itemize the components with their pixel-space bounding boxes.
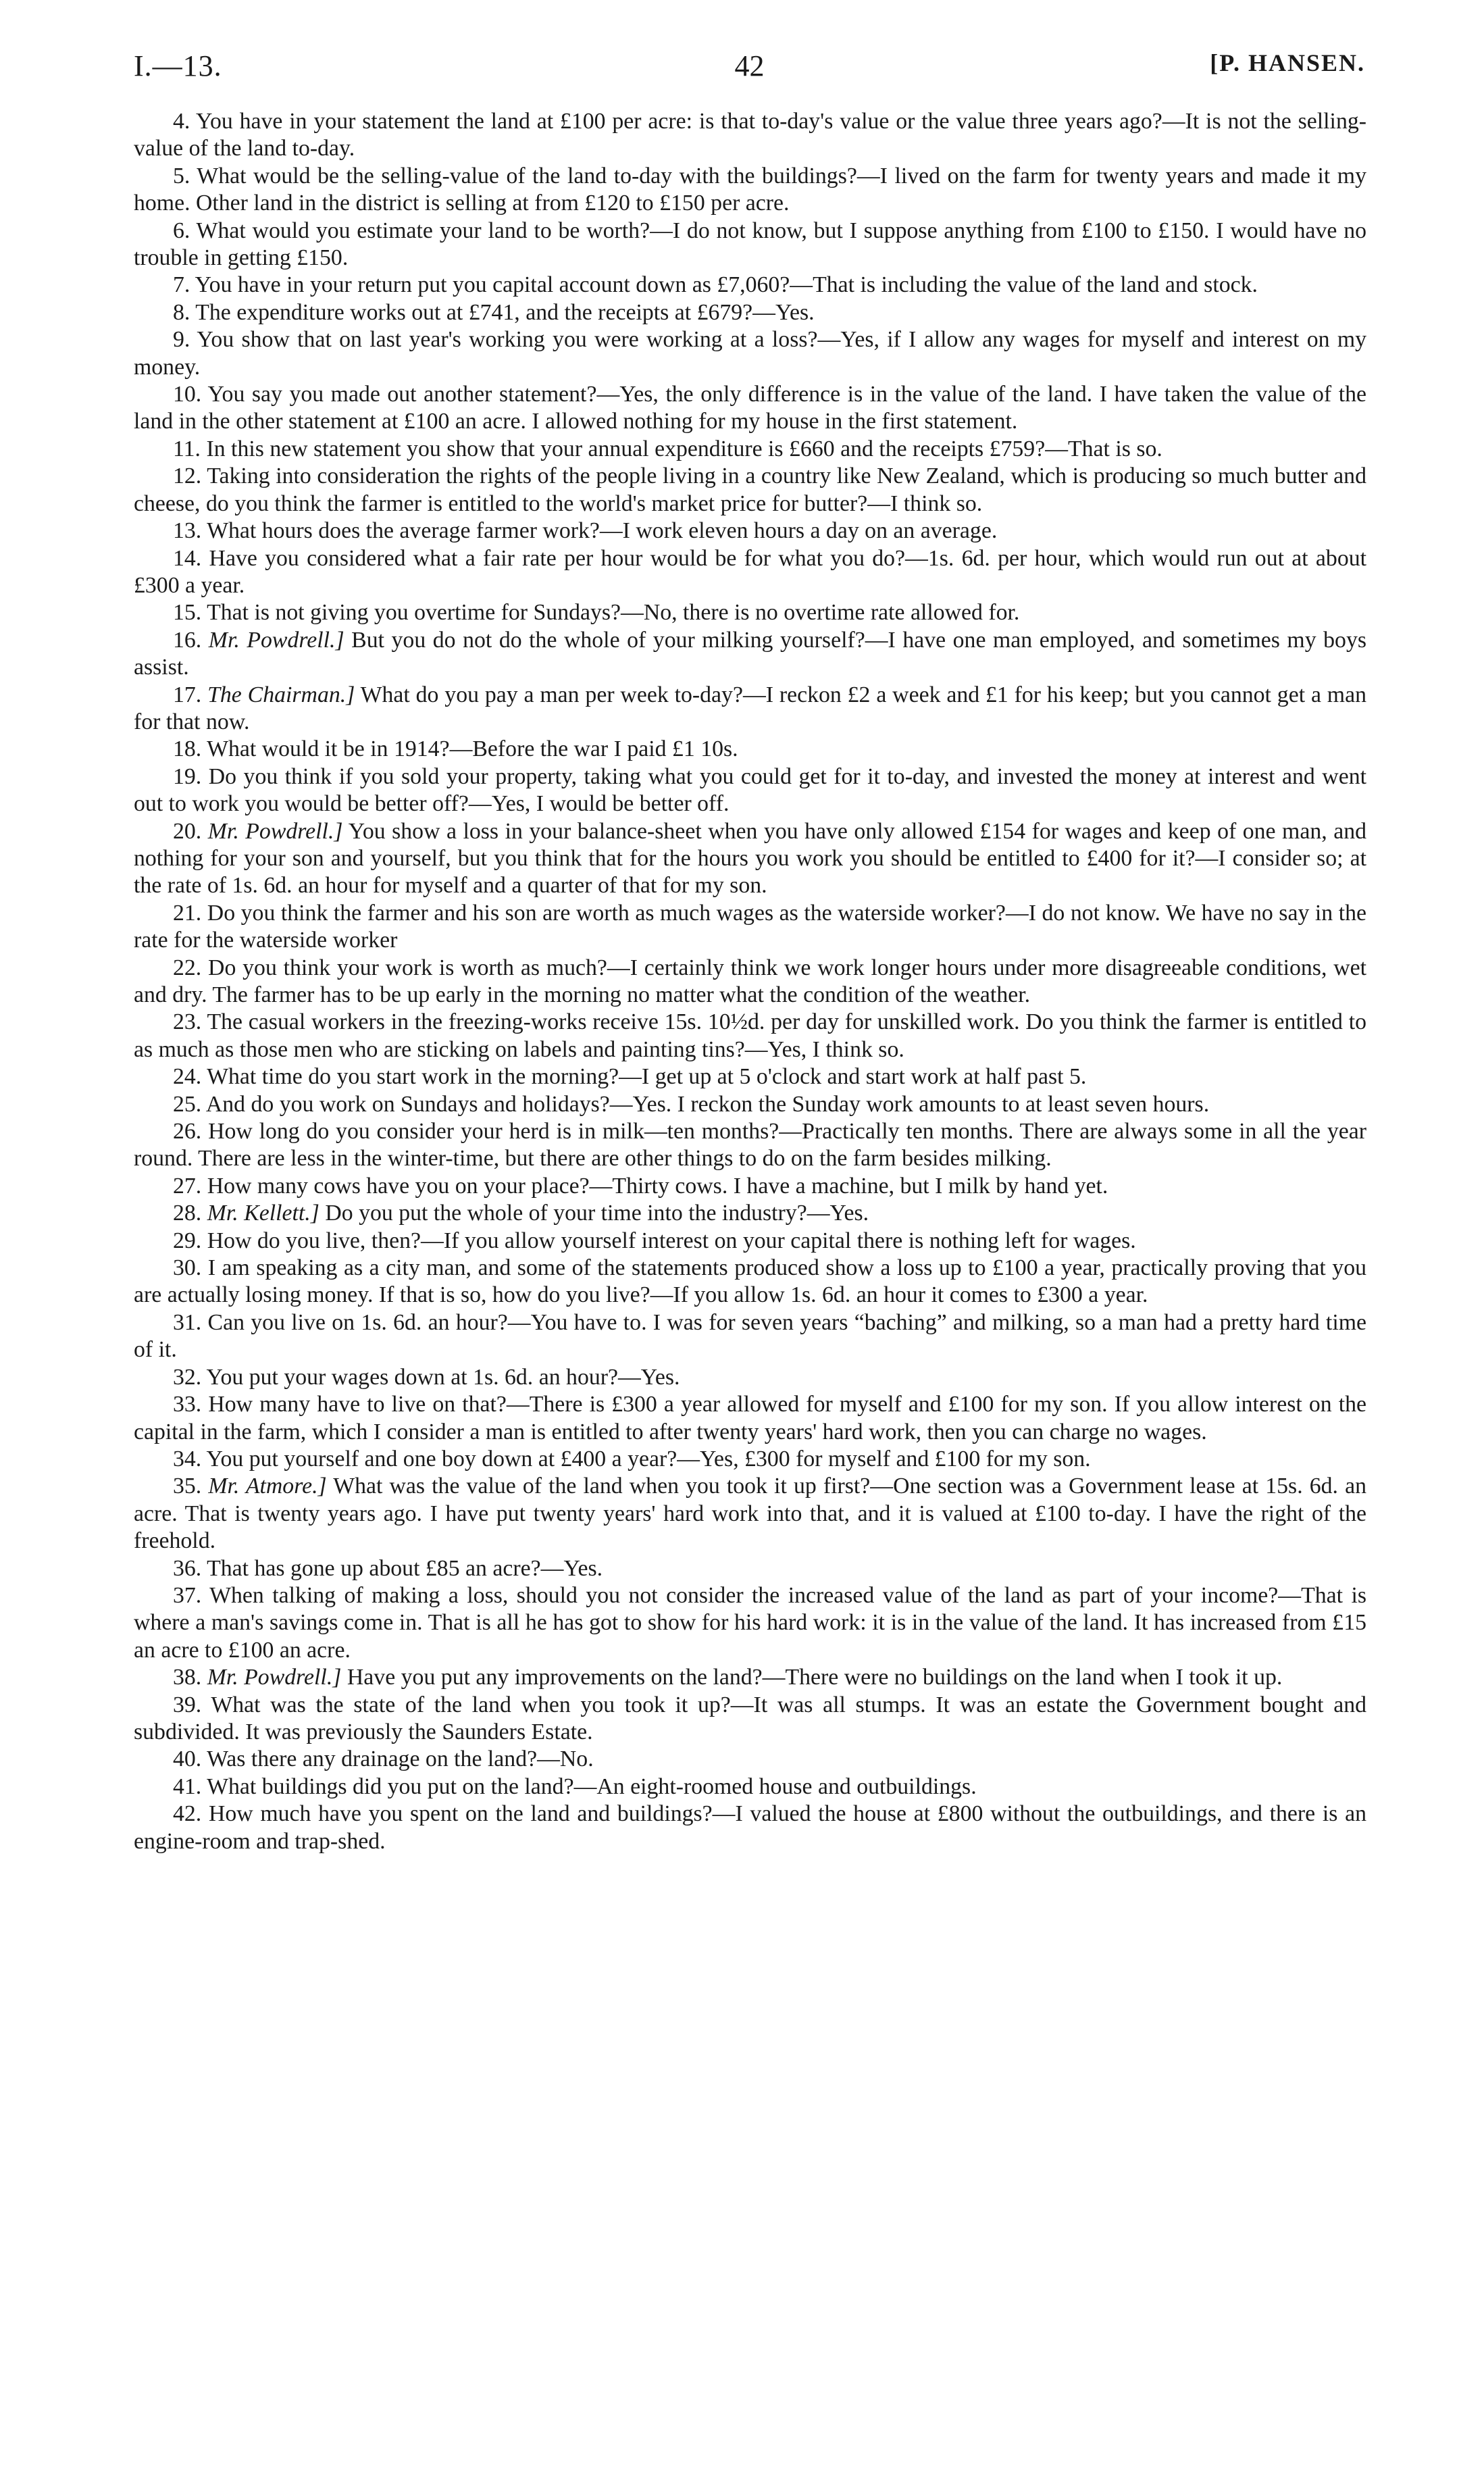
question-number: 39. [173,1692,202,1717]
question-text: Do you think the farmer and his son are worth as much wages as the waterside worker?—I do not know. We have no say in the rate for the waterside worker [134,900,1366,953]
question-number: 23. [173,1009,202,1035]
question-text: Do you put the whole of your time into the industry?—Yes. [325,1201,869,1226]
question-number: 16. [173,627,202,653]
question-paragraph [134,1801,1366,1855]
question-paragraph [134,1555,1366,1582]
question-paragraph [134,1009,1366,1063]
question-text: Can you live on 1s. 6d. an hour?—You have to. I was for seven years “baching” and milking, so a man had a pretty hard time of it. [134,1309,1366,1363]
question-number: 31. [173,1309,202,1335]
question-number: 36. [173,1555,202,1581]
question-text: What hours does the average farmer work?—I work eleven hours a day on an average. [207,518,998,544]
question-number: 5. [173,163,190,188]
question-number: 33. [173,1392,202,1417]
question-number: 32. [173,1364,202,1390]
question-paragraph [134,1692,1366,1746]
question-paragraph [134,1364,1366,1391]
question-text: What would it be in 1914?—Before the war I paid £1 10s. [207,736,738,762]
question-number: 19. [173,763,202,789]
question-number: 24. [173,1064,202,1090]
question-paragraph [134,1228,1366,1255]
question-paragraph [134,1200,1366,1227]
question-text: You have in your statement the land at £100 per acre: is that to-day's value or the value three years ago?—It is not the selling-value of the land to-day. [134,109,1366,161]
question-text: What was the state of the land when you took it up?—It was all stumps. It was an estate the Government bought and subdivided. It was previously the Saunders Estate. [134,1692,1367,1744]
question-number: 40. [173,1746,202,1772]
question-paragraph [134,1473,1366,1555]
question-number: 15. [173,600,202,626]
question-number: 6. [173,218,190,243]
question-paragraph [134,108,1366,163]
question-text: Was there any drainage on the land?—No. [207,1746,594,1772]
question-paragraph [134,1664,1366,1691]
question-number: 10. [173,382,202,407]
questions-answers [134,108,1366,1855]
question-number: 14. [173,545,202,571]
speaker-name: Mr. Powdrell.] [208,627,344,653]
question-text: Do you think your work is worth as much?—I certainly think we work longer hours under more disagreeable conditions, wet and dry. The farmer has to be up early in the morning no matter what the condition of the weather. [134,955,1366,1007]
question-number: 42. [173,1801,202,1827]
question-number: 38. [173,1665,202,1690]
question-text: How much have you spent on the land and buildings?—I valued the house at £800 without the outbuildings, and there is an engine-room and trap-shed. [134,1801,1366,1854]
question-number: 20. [173,818,202,844]
question-paragraph [134,299,1366,326]
page-number: 42 [734,49,765,82]
question-paragraph [134,436,1366,463]
question-number: 22. [173,955,202,980]
question-number: 29. [173,1228,202,1253]
speaker-name: Mr. Powdrell.] [207,818,343,844]
question-text: You show that on last year's working you were working at a loss?—Yes, if I allow any wages for myself and interest on my money. [134,327,1366,380]
question-number: 21. [173,900,202,926]
question-paragraph [134,326,1366,381]
question-text: How do you live, then?—If you allow yourself interest on your capital there is nothing left for wages. [207,1228,1136,1253]
question-text: What time do you start work in the morning?—I get up at 5 o'clock and start work at half past 5. [207,1064,1087,1090]
speaker-name: Mr. Atmore.] [208,1474,327,1499]
question-paragraph [134,1173,1366,1200]
question-text: Have you considered what a fair rate per hour would be for what you do?—1s. 6d. per hour, which would run out at about £300 a year. [134,545,1367,598]
question-text: How many cows have you on your place?—Thirty cows. I have a machine, but I milk by hand yet. [207,1173,1108,1199]
question-paragraph [134,955,1366,1009]
question-paragraph [134,1582,1366,1664]
question-number: 8. [173,299,190,325]
question-text: But you do not do the whole of your milking yourself?—I have one man employed, and sometimes my boys assist. [134,627,1366,680]
question-paragraph [134,1391,1366,1446]
question-text: Have you put any improvements on the land?—There were no buildings on the land when I took it up. [347,1665,1283,1690]
question-paragraph [134,1773,1366,1801]
question-paragraph [134,518,1366,545]
question-number: 37. [173,1582,202,1608]
question-text: What do you pay a man per week to-day?—I reckon £2 a week and £1 for his keep; but you cannot get a man for that now. [134,682,1366,734]
question-number: 7. [173,272,190,298]
question-text: What was the value of the land when you took it up first?—One section was a Government lease at 15s. 6d. an acre. That is twenty years ago. I have put twenty years' hard work into that, and it is valued at £100 to-day. I have the right of the freehold. [134,1474,1367,1554]
question-paragraph [134,599,1366,626]
question-text: How many have to live on that?—There is £300 a year allowed for myself and £100 for my son. If you allow interest on the capital in the farm, which I consider a man is entitled to after twenty years' hard work, then you can charge no wages. [134,1392,1366,1444]
question-paragraph [134,218,1366,272]
question-number: 11. [173,436,201,461]
witness-name: [P. HANSEN. [1210,49,1365,76]
question-text: The expenditure works out at £741, and the receipts at £679?—Yes. [195,299,815,325]
question-paragraph [134,763,1366,818]
speaker-name: Mr. Powdrell.] [207,1665,342,1690]
question-text: How long do you consider your herd is in milk—ten months?—Practically ten months. There are always some in all the year round. There are less in the winter-time, but there are other things to do on the farm besides milking. [134,1119,1366,1172]
question-paragraph [134,1118,1366,1173]
question-number: 34. [173,1446,202,1471]
question-text: You put yourself and one boy down at £400 a year?—Yes, £300 for myself and £100 for my son. [206,1446,1091,1471]
question-number: 27. [173,1173,202,1199]
question-number: 28. [173,1201,202,1226]
question-number: 18. [173,736,202,762]
question-paragraph [134,900,1366,955]
question-number: 13. [173,518,202,544]
question-paragraph [134,1091,1366,1118]
paper-reference: I.—13. [134,49,222,82]
question-number: 26. [173,1119,202,1144]
question-text: You put your wages down at 1s. 6d. an hour?—Yes. [206,1364,680,1390]
question-text: You have in your return put you capital account down as £7,060?—That is including the value of the land and stock. [195,272,1258,298]
question-number: 12. [173,463,202,489]
question-text: Do you think if you sold your property, taking what you could get for it to-day, and invested the money at interest and went out to work you would be better off?—Yes, I would be better off. [134,763,1366,817]
question-text: Taking into consideration the rights of the people living in a country like New Zealand, which is producing so much butter and cheese, do you think the farmer is entitled to the world's market price for butter?—I think so. [134,463,1366,516]
question-paragraph [134,627,1366,682]
question-text: What would you estimate your land to be worth?—I do not know, but I suppose anything from £100 to £150. I would have no trouble in getting £150. [134,218,1366,271]
speaker-name: Mr. Kellett.] [207,1201,319,1226]
question-number: 35. [173,1474,202,1499]
question-text: That is not giving you overtime for Sundays?—No, there is no overtime rate allowed for. [207,600,1020,626]
question-text: You show a loss in your balance-sheet when you have only allowed £154 for wages and keep of one man, and nothing for your son and yourself, but you think that for the hours you work you should be entitled to £400 for it?—I consider so; at the rate of 1s. 6d. an hour for myself and a quarter of that for my son. [134,818,1366,899]
question-text: What buildings did you put on the land?—An eight-roomed house and outbuildings. [207,1773,977,1799]
question-paragraph [134,818,1366,900]
question-number: 25. [173,1091,202,1117]
question-number: 30. [173,1255,202,1281]
question-number: 9. [173,327,190,353]
question-text: What would be the selling-value of the land to-day with the buildings?—I lived on the farm for twenty years and made it my home. Other land in the district is selling at from £120 to £150 per acre. [134,163,1366,216]
page-header [134,49,1365,89]
question-paragraph [134,1446,1366,1473]
question-paragraph [134,1746,1366,1773]
question-paragraph [134,163,1366,218]
question-text: That has gone up about £85 an acre?—Yes. [207,1555,603,1581]
question-text: You say you made out another statement?—Yes, the only difference is in the value of the land. I have taken the value of the land in the other statement at £100 an acre. I allowed nothing for my house in the first statement. [134,382,1366,434]
question-text: In this new statement you show that your annual expenditure is £660 and the receipts £759?—That is so. [206,436,1162,461]
question-text: And do you work on Sundays and holidays?—Yes. I reckon the Sunday work amounts to at least seven hours. [205,1091,1210,1117]
question-paragraph [134,1063,1366,1090]
question-number: 41. [173,1773,202,1799]
question-paragraph [134,272,1366,299]
question-text: The casual workers in the freezing-works receive 15s. 10½d. per day for unskilled work. Do you think the farmer is entitled to as much as those men who are sticking on labels and painting tins?—Yes, I think so. [134,1009,1366,1062]
speaker-name: The Chairman.] [207,682,355,707]
question-paragraph [134,1309,1366,1364]
question-text: When talking of making a loss, should you not consider the increased value of the land as part of your income?—That is where a man's savings come in. That is all he has got to show for his hard work: it is in the value of the land. It has increased from £15 an acre to £100 an acre. [134,1582,1366,1663]
question-paragraph [134,682,1366,736]
question-number: 17. [173,682,202,707]
question-paragraph [134,381,1366,436]
question-paragraph [134,736,1366,763]
question-paragraph [134,463,1366,518]
question-paragraph [134,545,1366,600]
question-number: 4. [173,109,190,134]
question-text: I am speaking as a city man, and some of the statements produced show a loss up to £100 a year, practically proving that you are actually losing money. If that is so, how do you live?—If you allow 1s. 6d. an hour it comes to £300 a year. [134,1255,1366,1308]
question-paragraph [134,1255,1366,1309]
